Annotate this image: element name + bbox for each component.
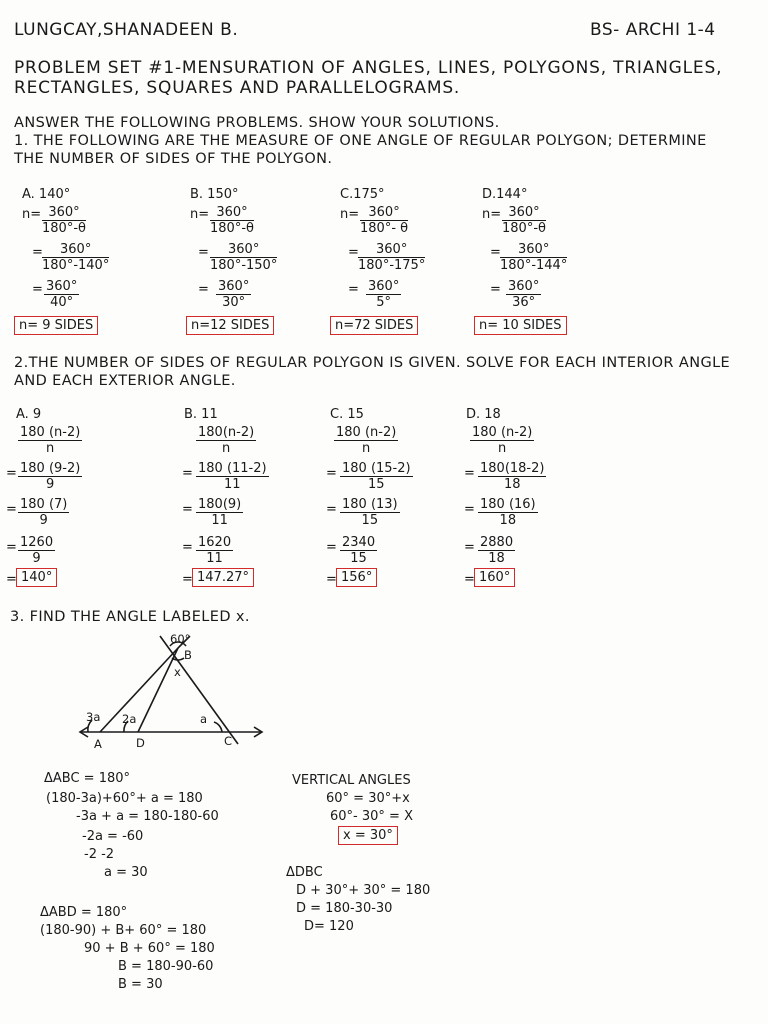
q2-label: C. 15: [330, 407, 364, 422]
q2-label: B. 11: [184, 407, 218, 422]
work-line: D = 180-30-30: [296, 901, 393, 916]
work-line: (180-90) + B+ 60° = 180: [40, 923, 207, 938]
numerator: 180 (16): [480, 497, 536, 512]
numerator: 1260: [20, 535, 54, 550]
work-line: 60° = 30°+x: [326, 791, 410, 806]
n-equals: n=: [190, 207, 210, 222]
denominator: 18: [499, 513, 517, 528]
q2-prompt-line-2: AND EACH EXTERIOR ANGLE.: [14, 373, 236, 389]
denominator: 15: [350, 551, 367, 566]
numerator: 180 (n-2): [472, 425, 533, 440]
denominator: 11: [211, 513, 228, 528]
n-equals: n=: [482, 207, 502, 222]
work-line: ΔABC = 180°: [44, 771, 131, 786]
answer-box: n= 9 SIDES: [14, 316, 98, 335]
equals: =: [326, 502, 337, 517]
denominator: 180°- θ: [360, 221, 409, 236]
equals: =: [6, 572, 17, 587]
denominator: 180°-θ: [502, 221, 546, 236]
equals: =: [6, 466, 17, 481]
denominator: n: [498, 441, 507, 456]
numerator: 360°: [508, 279, 540, 294]
instructions-main: ANSWER THE FOLLOWING PROBLEMS. SHOW YOUR SOLUTIONS.: [14, 115, 500, 131]
numerator: 180(9): [198, 497, 242, 512]
denominator: 18: [503, 477, 521, 492]
work-line: -3a + a = 180-180-60: [76, 809, 219, 824]
title-line-1: PROBLEM SET #1-MENSURATION OF ANGLES, LINES, POLYGONS, TRIANGLES,: [14, 58, 723, 78]
numerator: 360°: [358, 243, 425, 258]
point-d-label: D: [136, 736, 145, 750]
equals: =: [348, 282, 359, 297]
work-line: B = 30: [118, 977, 163, 992]
q1-label: B. 150°: [190, 187, 239, 202]
denominator: 9: [46, 477, 55, 492]
q2-prompt-line-1: 2.THE NUMBER OF SIDES OF REGULAR POLYGON IS GIVEN. SOLVE FOR EACH INTERIOR ANGLE: [14, 355, 731, 371]
equals: =: [182, 466, 193, 481]
equals: =: [182, 502, 193, 517]
angle-2a-label: 2a: [122, 712, 137, 726]
student-name: LUNGCAY,SHANADEEN B.: [14, 20, 239, 40]
numerator: 180(18-2): [480, 461, 545, 476]
equals: =: [32, 245, 43, 260]
title-line-2: RECTANGLES, SQUARES AND PARALLELOGRAMS.: [14, 78, 461, 98]
q3-prompt: 3. FIND THE ANGLE LABELED x.: [10, 609, 250, 625]
denominator: 9: [39, 513, 48, 528]
equals: =: [490, 282, 501, 297]
work-line: VERTICAL ANGLES: [292, 773, 411, 788]
numerator: 180 (13): [342, 497, 398, 512]
numerator: 180 (11-2): [198, 461, 267, 476]
q1-prompt-line-1: 1. THE FOLLOWING ARE THE MEASURE OF ONE ANGLE OF REGULAR POLYGON; DETERMINE: [14, 133, 707, 149]
answer-box: x = 30°: [338, 826, 398, 845]
n-equals: n=: [340, 207, 360, 222]
work-line: (180-3a)+60°+ a = 180: [46, 791, 203, 806]
numerator: 180 (7): [20, 497, 68, 512]
equals: =: [326, 572, 337, 587]
side-bc-extended: [160, 632, 238, 744]
denominator: 40°: [50, 295, 74, 310]
denominator: 15: [368, 477, 385, 492]
denominator: 18: [488, 551, 505, 566]
n-equals: n=: [22, 207, 42, 222]
work-line: -2a = -60: [82, 829, 144, 844]
angle-x-arc: [172, 658, 184, 660]
q1-label: A. 140°: [22, 187, 71, 202]
denominator: 15: [361, 513, 379, 528]
denominator: 5°: [376, 295, 392, 310]
numerator: 2880: [480, 535, 514, 550]
numerator: 360°: [210, 243, 277, 258]
equals: =: [198, 282, 209, 297]
angle-a-arc: [214, 722, 222, 732]
work-line: ΔDBC: [286, 865, 323, 880]
denominator: 180°-140°: [42, 258, 110, 273]
work-line: D + 30°+ 30° = 180: [296, 883, 431, 898]
work-line: ΔABD = 180°: [40, 905, 128, 920]
numerator: 180 (n-2): [20, 425, 81, 440]
equals: =: [198, 245, 209, 260]
numerator: 360°: [360, 206, 408, 221]
q2-label: D. 18: [466, 407, 501, 422]
equals: =: [182, 572, 193, 587]
equals: =: [490, 245, 501, 260]
numerator: 180 (15-2): [342, 461, 411, 476]
denominator: n: [46, 441, 55, 456]
segment-db: [138, 648, 178, 732]
work-line: 90 + B + 60° = 180: [84, 941, 215, 956]
equals: =: [32, 282, 43, 297]
numerator: 180 (9-2): [20, 461, 81, 476]
equals: =: [464, 572, 475, 587]
numerator: 360°: [42, 206, 86, 221]
angle-a-label: a: [200, 712, 208, 726]
numerator: 2340: [342, 535, 376, 550]
section-label: BS- ARCHI 1-4: [590, 20, 716, 40]
answer-box: 147.27°: [192, 568, 254, 587]
equals: =: [6, 502, 17, 517]
equals: =: [464, 502, 475, 517]
denominator: 30°: [222, 295, 246, 310]
numerator: 360°: [500, 243, 567, 258]
answer-box: n=72 SIDES: [330, 316, 418, 335]
answer-box: n= 10 SIDES: [474, 316, 567, 335]
answer-box: 160°: [474, 568, 515, 587]
numerator: 180(n-2): [198, 425, 255, 440]
denominator: 180°-144°: [500, 258, 568, 273]
numerator: 360°: [46, 279, 78, 294]
answer-box: 156°: [336, 568, 377, 587]
angle-x-label: x: [174, 665, 181, 679]
point-a-label: A: [94, 737, 102, 751]
angle-60-label: 60°: [170, 632, 191, 646]
point-b-label: B: [184, 648, 192, 662]
work-line: D= 120: [304, 919, 354, 934]
numerator: 360°: [210, 206, 254, 221]
answer-box: 140°: [16, 568, 57, 587]
numerator: 360°: [368, 279, 400, 294]
angle-3a-label: 3a: [86, 710, 101, 724]
numerator: 360°: [502, 206, 546, 221]
q1-prompt-line-2: THE NUMBER OF SIDES OF THE POLYGON.: [14, 151, 333, 167]
work-line: B = 180-90-60: [118, 959, 214, 974]
answer-box: n=12 SIDES: [186, 316, 274, 335]
denominator: 36°: [512, 295, 536, 310]
equals: =: [182, 540, 193, 555]
side-ab: [100, 648, 178, 732]
equals: =: [348, 245, 359, 260]
q1-label: D.144°: [482, 187, 528, 202]
equals: =: [326, 466, 337, 481]
numerator: 1620: [198, 535, 232, 550]
denominator: 180°-175°: [358, 258, 426, 273]
work-line: 60°- 30° = X: [330, 809, 413, 824]
denominator: 11: [206, 551, 223, 566]
point-c-label: C: [224, 734, 233, 748]
work-line: a = 30: [104, 865, 148, 880]
denominator: 180°-150°: [210, 258, 278, 273]
numerator: 360°: [42, 243, 109, 258]
numerator: 360°: [218, 279, 250, 294]
denominator: 180°-θ: [42, 221, 86, 236]
equals: =: [326, 540, 337, 555]
equals: =: [464, 466, 475, 481]
denominator: 11: [224, 477, 241, 492]
equals: =: [464, 540, 475, 555]
q2-label: A. 9: [16, 407, 42, 422]
numerator: 180 (n-2): [336, 425, 397, 440]
work-line: -2 -2: [84, 847, 115, 862]
denominator: 180°-θ: [210, 221, 254, 236]
q1-label: C.175°: [340, 187, 385, 202]
equals: =: [6, 540, 17, 555]
denominator: n: [362, 441, 371, 456]
denominator: n: [221, 441, 231, 456]
denominator: 9: [32, 551, 41, 566]
